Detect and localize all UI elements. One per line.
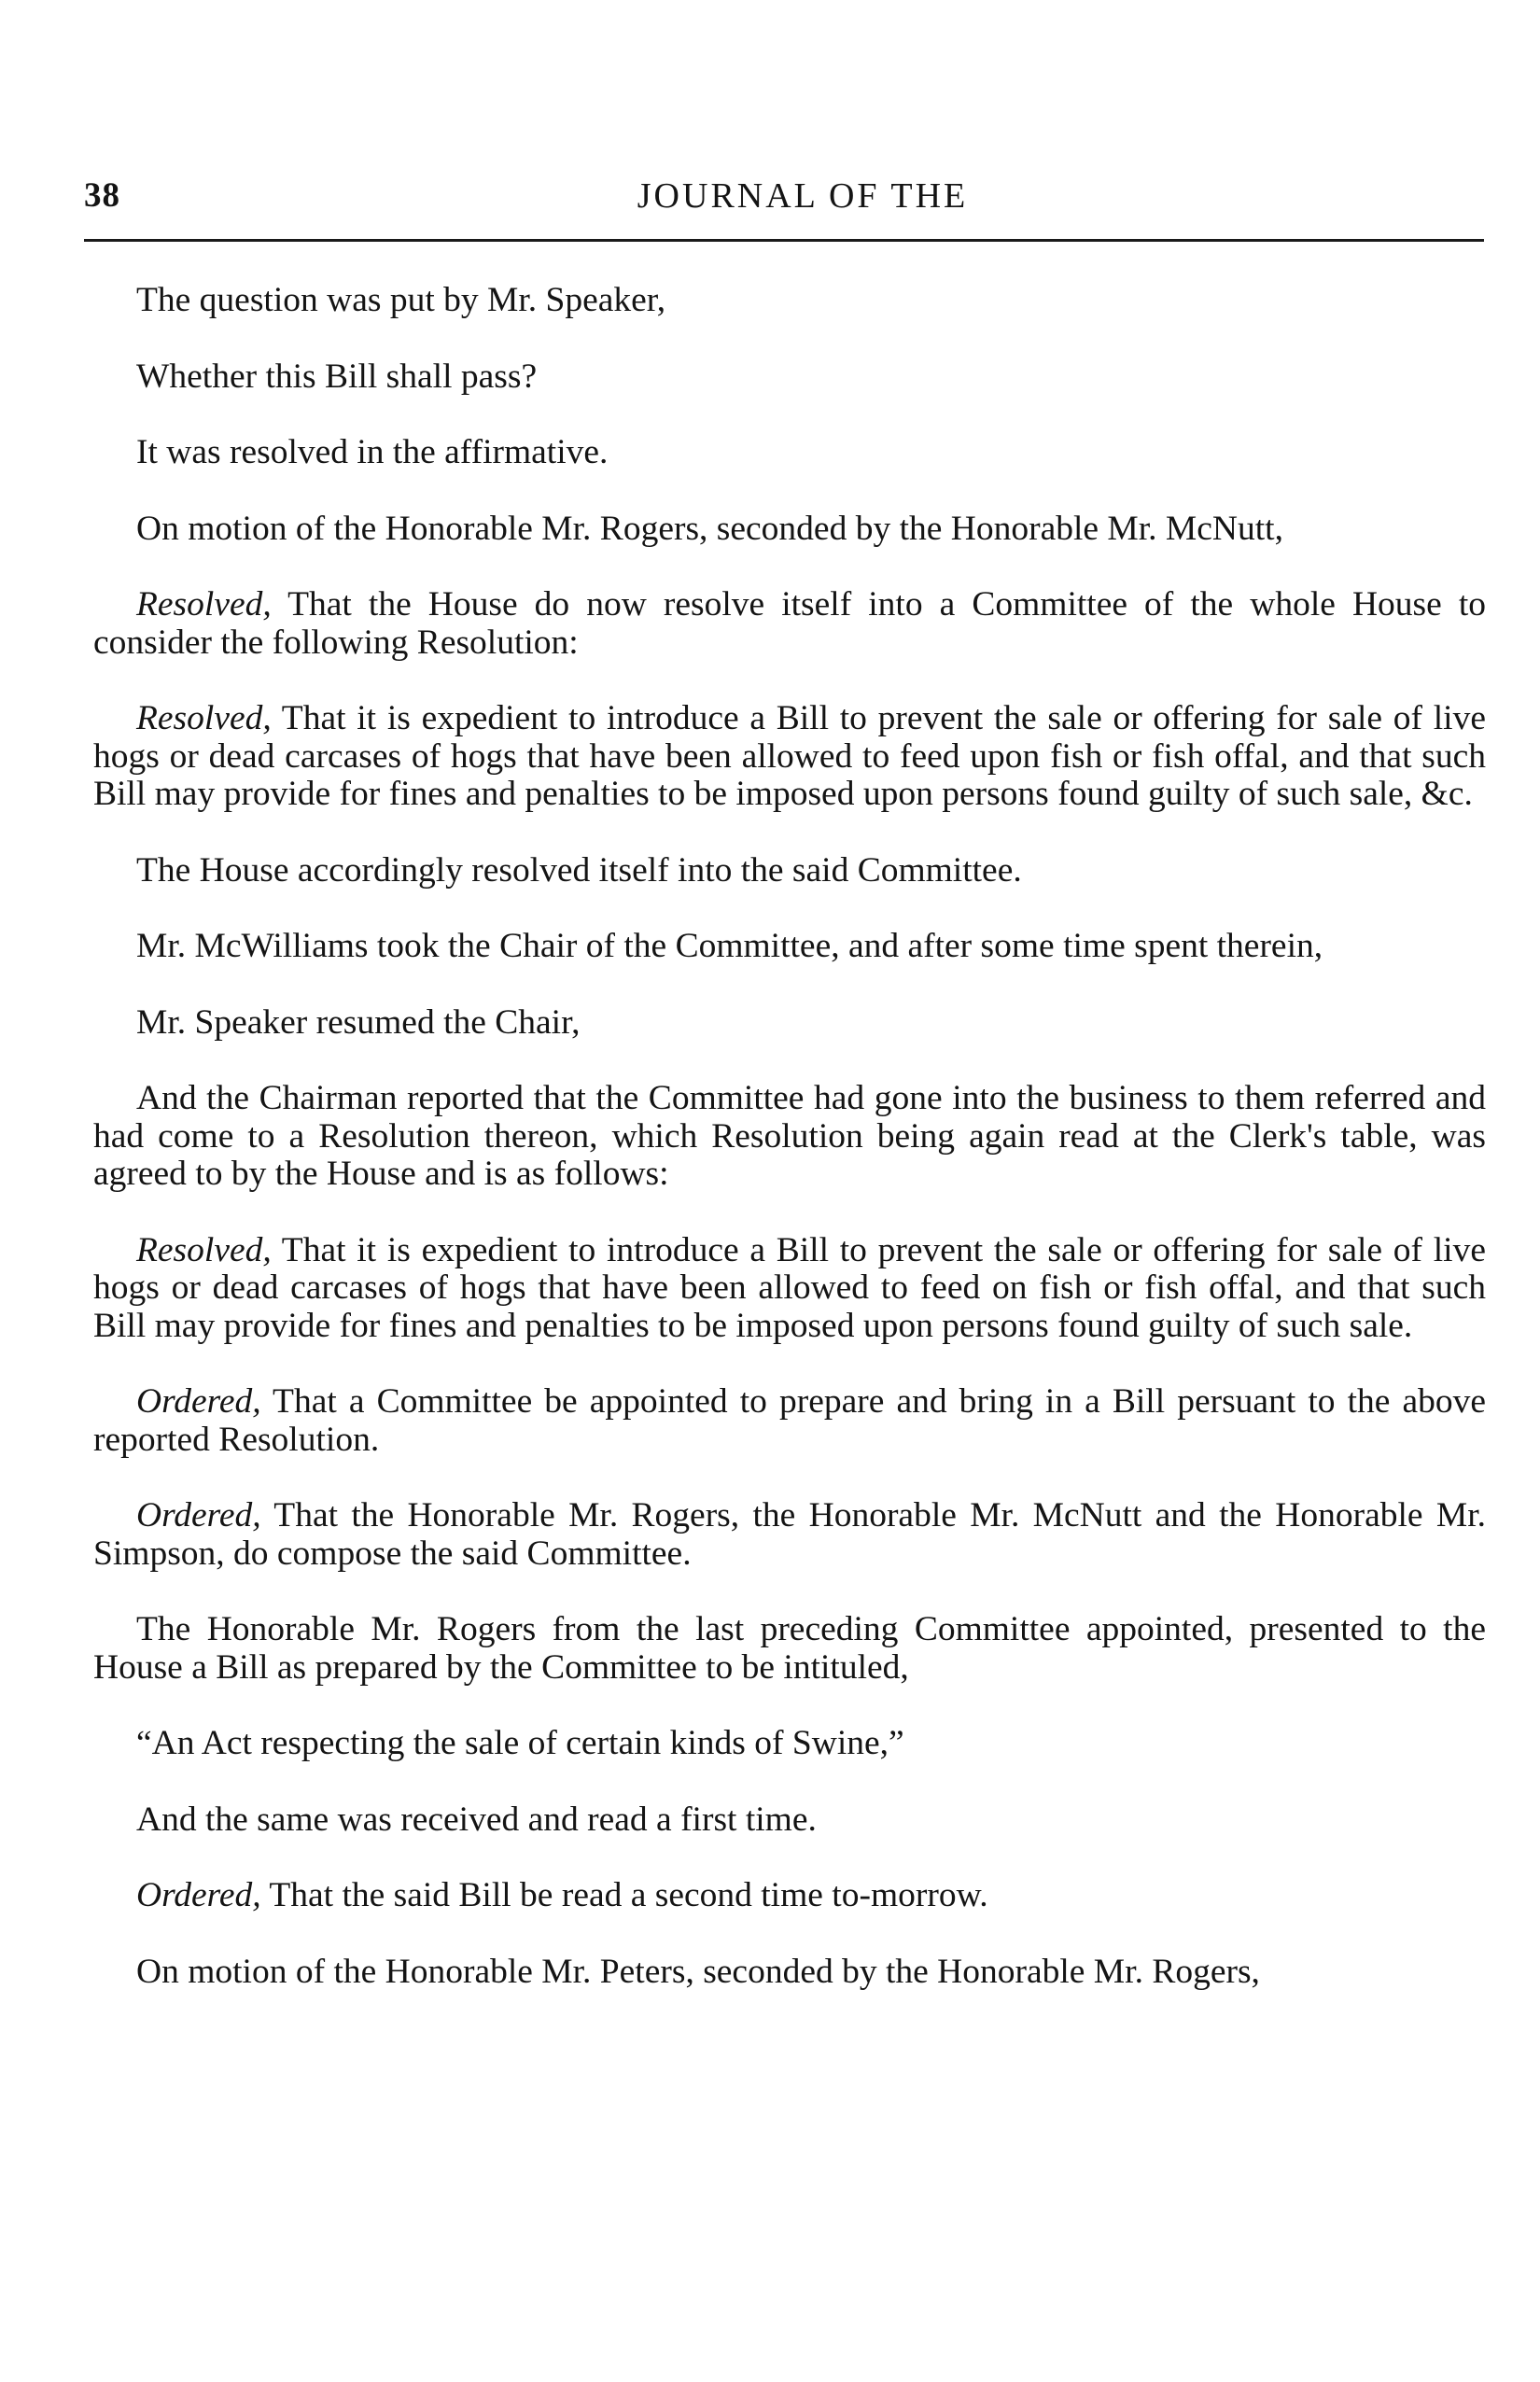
paragraph bbox=[93, 358, 1486, 397]
paragraph bbox=[93, 511, 1486, 549]
journal-body bbox=[93, 282, 1486, 2029]
paragraph-text: That it is expedient to introduce a Bill to prevent the sale or offering for sale of live hogs or dead carcases of hogs that have been allowed to feed on fish or fish offal, and that such Bill may provide for fines and penalties to be imposed upon persons found guilty of such sale. bbox=[93, 1230, 1486, 1345]
paragraph bbox=[93, 1725, 1486, 1763]
paragraph bbox=[93, 1080, 1486, 1194]
paragraph-text: That the Honorable Mr. Rogers, the Honorable Mr. McNutt and the Honorable Mr. Simpson, do compose the said Committee. bbox=[93, 1496, 1486, 1573]
paragraph-text: Mr. Speaker resumed the Chair, bbox=[136, 1002, 581, 1042]
paragraph bbox=[93, 282, 1486, 320]
paragraph bbox=[93, 1877, 1486, 1915]
paragraph bbox=[93, 1383, 1486, 1459]
header-rule bbox=[84, 239, 1484, 242]
paragraph-text: That a Committee be appointed to prepare and bring in a Bill persuant to the above reported Resolution. bbox=[93, 1382, 1486, 1459]
paragraph bbox=[93, 1004, 1486, 1043]
paragraph-text: And the Chairman reported that the Committee had gone into the business to them referred and had come to a Resolution thereon, which Resolution being again read at the Clerk's table, was agreed to by the House and is as follows: bbox=[93, 1079, 1486, 1193]
paragraph-text: The question was put by Mr. Speaker, bbox=[136, 281, 666, 319]
paragraph-text: That it is expedient to introduce a Bill to prevent the sale or offering for sale of live hogs or dead carcases of hogs that have been allowed to feed upon fish or fish offal, and that such Bill may provide for fines and penalties to be imposed upon persons found guilty of such sale, &c. bbox=[93, 699, 1486, 813]
paragraph-lead: Resolved, bbox=[136, 699, 272, 737]
paragraph bbox=[93, 700, 1486, 814]
paragraph bbox=[93, 1232, 1486, 1346]
paragraph-lead: Ordered, bbox=[136, 1876, 261, 1914]
paragraph-text: That the House do now resolve itself into a Committee of the whole House to consider the following Resolution: bbox=[93, 585, 1486, 662]
paragraph bbox=[93, 852, 1486, 890]
paragraph bbox=[93, 434, 1486, 472]
paragraph-text: That the said Bill be read a second time to-morrow. bbox=[260, 1876, 988, 1914]
paragraph-lead: Resolved, bbox=[136, 1230, 272, 1269]
paragraph bbox=[93, 1801, 1486, 1840]
paragraph bbox=[93, 1611, 1486, 1687]
paragraph-text: The House accordingly resolved itself into the said Committee. bbox=[136, 850, 1022, 890]
paragraph-text: “An Act respecting the sale of certain kinds of Swine,” bbox=[136, 1724, 904, 1762]
paragraph-lead: Ordered, bbox=[136, 1382, 261, 1421]
page-number: 38 bbox=[84, 176, 120, 215]
paragraph-lead: Ordered, bbox=[136, 1496, 261, 1534]
paragraph bbox=[93, 586, 1486, 662]
paragraph bbox=[93, 1497, 1486, 1573]
running-title: JOURNAL OF THE bbox=[637, 176, 969, 216]
paragraph bbox=[93, 1954, 1486, 1992]
paragraph-text: The Honorable Mr. Rogers from the last preceding Committee appointed, presented to the House a Bill as prepared by the Committee to be intituled, bbox=[93, 1610, 1486, 1687]
paragraph-text: On motion of the Honorable Mr. Rogers, seconded by the Honorable Mr. McNutt, bbox=[136, 509, 1283, 548]
paragraph-lead: Resolved, bbox=[136, 585, 272, 624]
paragraph bbox=[93, 928, 1486, 966]
paragraph-text: It was resolved in the affirmative. bbox=[136, 433, 609, 471]
paragraph-text: On motion of the Honorable Mr. Peters, seconded by the Honorable Mr. Rogers, bbox=[136, 1952, 1260, 1991]
page-header bbox=[84, 175, 1484, 231]
paragraph-text: Mr. McWilliams took the Chair of the Committee, and after some time spent therein, bbox=[136, 927, 1323, 965]
paragraph-text: And the same was received and read a first time. bbox=[136, 1800, 817, 1839]
paragraph-text: Whether this Bill shall pass? bbox=[136, 357, 538, 396]
